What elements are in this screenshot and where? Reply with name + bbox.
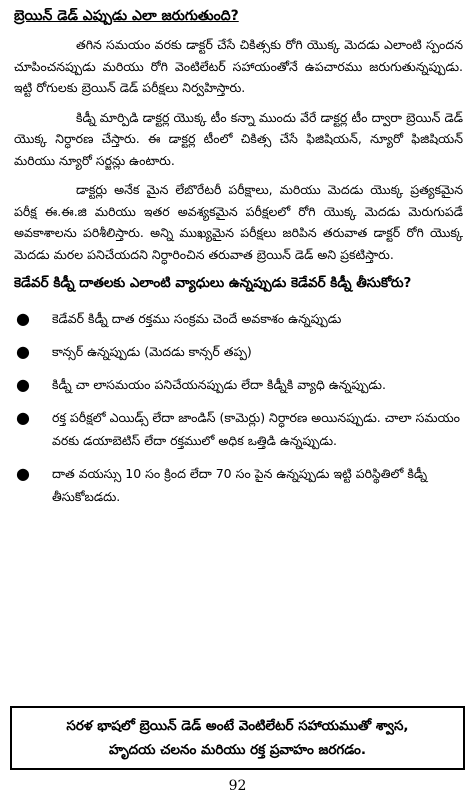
bullet-icon: ●: [16, 309, 30, 328]
bullet-icon: ●: [16, 342, 30, 361]
bullet-icon: ●: [16, 464, 30, 483]
list-item-text: కెడేవర్ కిడ్నీ దాత రక్తము సంక్రమ చెందే అవకాశం ఉన్నప్పుడు: [52, 311, 342, 326]
exclusion-list: [14, 307, 463, 508]
list-item-text: దాత వయస్సు 10 సం క్రింద లేదా 70 సం పైన ఉన్నప్పుడు ఇట్టి పరిస్థితిలో కిడ్నీ తీసుకోబడదు.: [52, 466, 428, 504]
list-item: [14, 373, 463, 396]
summary-box: [10, 706, 465, 770]
bullet-icon: ●: [16, 408, 30, 427]
section-heading-brain-dead: బ్రెయిన్ డెడ్ ఎప్పుడు ఎలా జరుగుతుంది?: [14, 8, 239, 24]
bullet-icon: ●: [16, 375, 30, 394]
list-item-text: రక్త పరీక్షలో ఎయిడ్స్ లేదా జాండిస్ (కామెర్లు) నిర్ధారణ అయినప్పుడు. చాలా సమయం వరకు డయాబెటిస్ లేదా రక్తములో అధిక ఒత్తిడి ఉన్నప్పుడు.: [52, 410, 461, 448]
paragraph-3: డాక్టర్లు అనేక మైన లేబొరేటరీ పరీక్షాలు, మరియు మెదడు యొక్క ప్రత్యకమైన పరీక్ష ఈ.ఈ.జి మరియు ఇతర అవశ్యకమైన పరీక్షలలో రోగి యొక్క మెదడు మెరుగుపడే అవకాశాలను పరిశీలిస్తారు. అన్ని ముఖ్యమైన పరీక్షలు జరిపిన తరువాత డాక్టర్ రోగి యొక్క మెదడు మరల పనిచేయదని నిర్ధారించిన తరువాత బ్రెయిన్ డెడ్ అని ప్రకటిస్తారు.: [14, 182, 463, 262]
list-item: [14, 340, 463, 363]
paragraph-1: తగిన సమయం వరకు డాక్టర్ చేసే చికిత్సకు రోగి యొక్క మెదడు ఎలాంటి స్పందన చూపించనప్పుడు మరియు రోగి వెంటిలేటర్ సహాయంతోనే ఉపచారము జరుగుతున్నప్పుడు. ఇట్టి రోగులకు బ్రెయిన్ డెడ్ పరీక్షలు నిర్వహిస్తారు.: [14, 37, 463, 95]
summary-line-2: హృదయ చలనం మరియు రక్త ప్రవాహం జరగడం.: [108, 742, 366, 758]
list-item-text: కిడ్నీ చా లాసమయం పనిచేయనప్పుడు లేదా కిడ్నీకి వ్యాధి ఉన్నప్పుడు.: [52, 377, 386, 392]
list-item: [14, 307, 463, 330]
paragraph-2: కిడ్నీ మార్పిడి డాక్టర్ల యొక్క టీం కన్నా ముందు వేరే డాక్టర్ల టీం ద్వారా బ్రెయిన్ డెడ్ యొక్క నిర్ధారణ చేస్తారు. ఈ డాక్టర్ల టీంలో చికిత్స చేసే ఫిజిషియన్, న్యూరో ఫిజిషియన్ మరియు న్యూరో సర్జన్లు ఉంటారు.: [14, 109, 463, 168]
list-item: [14, 462, 463, 508]
list-item: [14, 406, 463, 452]
page-number: 92: [228, 778, 247, 794]
summary-line-1: సరళ భాషలో బ్రెయిన్ డెడ్ అంటే వెంటిలేటర్ సహాయముతో శ్వాస,: [66, 718, 409, 734]
list-item-text: కాన్సర్ ఉన్నప్పుడు (మెదడు కాన్సర్ తప్ప): [52, 344, 252, 359]
section-heading-cadaver-donor: కెడేవర్ కిడ్నీ దాతలకు ఎలాంటి వ్యాధులు ఉన్నప్పుడు కెడేవర్ కిడ్నీ తీసుకోరు?: [14, 275, 412, 291]
